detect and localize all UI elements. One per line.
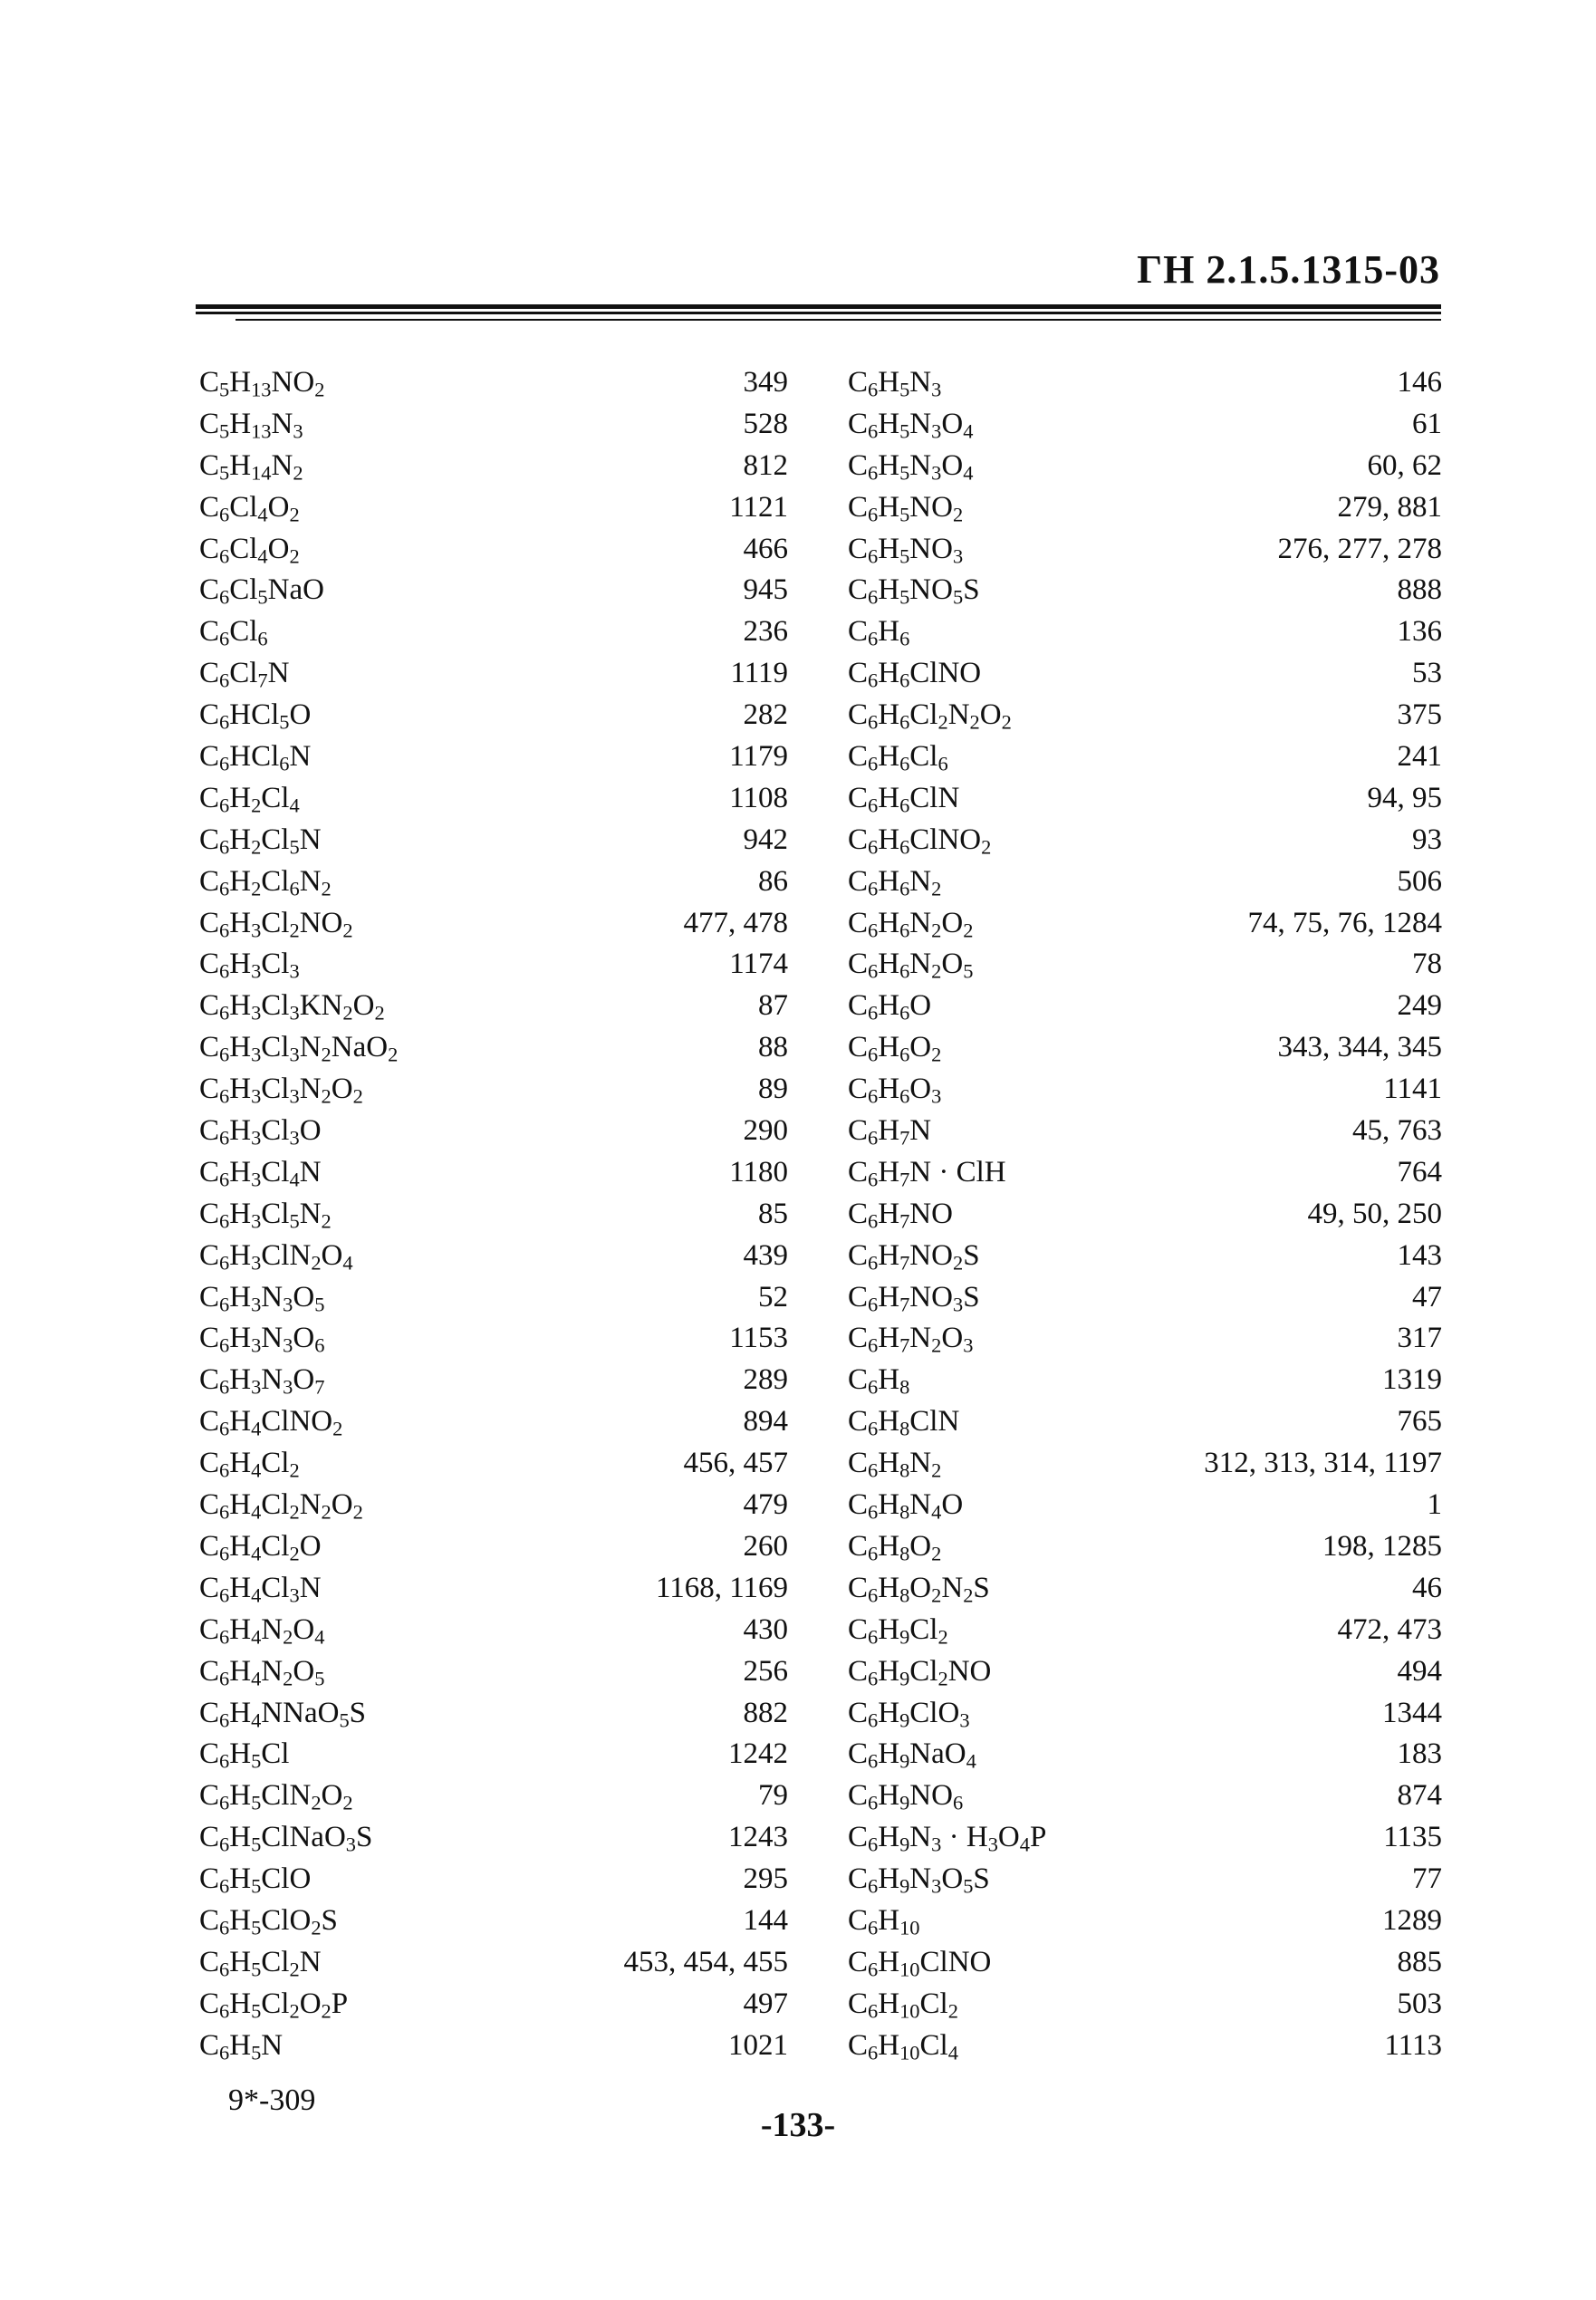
reference-numbers: 88: [758, 1031, 788, 1064]
reference-numbers: 497: [743, 1987, 788, 2020]
reference-numbers: 241: [1397, 740, 1442, 774]
chemical-formula: $C_6H_3N_3O_6$: [199, 1322, 325, 1358]
reference-numbers: 295: [743, 1862, 788, 1896]
chemical-formula: $C_6H_2Cl_5N$: [199, 823, 322, 859]
index-row: [848, 1194, 1442, 1236]
reference-numbers: 249: [1397, 989, 1442, 1023]
index-row: [199, 529, 788, 571]
chemical-formula: $C_6Cl_7N$: [199, 657, 290, 692]
index-row: [199, 1901, 788, 1942]
reference-numbers: 256: [743, 1654, 788, 1688]
reference-numbers: 479: [743, 1488, 788, 1522]
reference-numbers: 47: [1412, 1280, 1442, 1314]
reference-numbers: 198, 1285: [1322, 1529, 1442, 1563]
index-row: [199, 1526, 788, 1568]
index-row: [199, 611, 788, 653]
index-row: [199, 1610, 788, 1651]
chemical-formula: $C_6H_5ClNaO_3S$: [199, 1821, 373, 1856]
index-row: [199, 1485, 788, 1526]
index-row: [848, 653, 1442, 695]
chemical-formula: $C_6H_2Cl_4$: [199, 781, 300, 817]
chemical-formula: $C_6H_5Cl_2O_2P$: [199, 1987, 349, 2023]
index-row: [199, 820, 788, 861]
reference-numbers: 143: [1397, 1238, 1442, 1272]
chemical-formula: $C_6H_4Cl_2O$: [199, 1529, 322, 1565]
reference-numbers: 882: [743, 1696, 788, 1729]
index-row: [848, 1817, 1442, 1859]
chemical-formula: $C_6H_8O_2$: [848, 1529, 942, 1565]
reference-numbers: 61: [1412, 407, 1442, 440]
chemical-formula: $C_6H_8N_2$: [848, 1447, 942, 1482]
reference-numbers: 146: [1397, 366, 1442, 399]
header-rule: [196, 312, 1441, 314]
chemical-formula: $C_6H_5NO_3$: [848, 532, 964, 568]
index-row: [848, 2026, 1442, 2067]
chemical-formula: $C_6H_7NO_3S$: [848, 1280, 980, 1316]
reference-numbers: 1174: [729, 948, 788, 981]
index-row: [199, 861, 788, 903]
index-row: [199, 944, 788, 986]
chemical-formula: $C_6H_4Cl_3N$: [199, 1571, 322, 1607]
index-row: [199, 1651, 788, 1693]
reference-numbers: 1242: [728, 1737, 788, 1771]
reference-numbers: 1121: [729, 490, 788, 524]
index-row: [848, 986, 1442, 1027]
chemical-formula: $C_6H_6Cl_2N_2O_2$: [848, 698, 1012, 734]
index-row: [199, 1693, 788, 1735]
reference-numbers: 1168, 1169: [655, 1571, 788, 1604]
index-row: [848, 1152, 1442, 1194]
index-row: [848, 1610, 1442, 1651]
index-row: [199, 1443, 788, 1485]
reference-numbers: 894: [743, 1405, 788, 1439]
reference-numbers: 472, 473: [1337, 1612, 1442, 1646]
reference-numbers: 279, 881: [1337, 490, 1442, 524]
chemical-formula: $C_6H_4Cl_2N_2O_2$: [199, 1488, 363, 1524]
reference-numbers: 144: [743, 1903, 788, 1937]
chemical-formula: $C_6H_7N$ · ClH: [848, 1155, 1006, 1191]
chemical-formula: $C_6H_5N_3O_4$: [848, 448, 974, 485]
reference-numbers: 236: [743, 615, 788, 649]
index-row: [199, 1568, 788, 1610]
index-row: [199, 1111, 788, 1152]
index-row: [848, 487, 1442, 529]
chemical-formula: $C_6H_3Cl_5N_2$: [199, 1197, 332, 1233]
reference-numbers: 136: [1397, 615, 1442, 649]
reference-numbers: 349: [743, 366, 788, 399]
reference-numbers: 1153: [729, 1322, 788, 1355]
header-rule: [196, 304, 1441, 309]
index-row: [848, 1360, 1442, 1401]
chemical-formula: $C_6H_4ClNO_2$: [199, 1405, 343, 1440]
chemical-formula: $C_6H_6N_2O_2$: [848, 906, 974, 942]
chemical-formula: $C_6H_4NNaO_5S$: [199, 1696, 367, 1732]
chemical-formula: $C_6H_{10}ClNO$: [848, 1945, 992, 1981]
chemical-formula: $C_6H_3Cl_3N_2NaO_2$: [199, 1031, 399, 1066]
reference-numbers: 494: [1397, 1654, 1442, 1688]
reference-numbers: 439: [743, 1238, 788, 1272]
reference-numbers: 94, 95: [1367, 781, 1442, 814]
chemical-formula: $C_6H_{10}Cl_4$: [848, 2028, 958, 2064]
chemical-formula: $C_6Cl_5NaO$: [199, 573, 324, 610]
chemical-formula: $C_6H_9Cl_2$: [848, 1612, 948, 1649]
reference-numbers: 466: [743, 532, 788, 565]
chemical-formula: $C_6H_6O_3$: [848, 1073, 942, 1108]
chemical-formula: $C_6H_3Cl_3$: [199, 948, 300, 984]
index-row: [848, 1069, 1442, 1111]
chemical-formula: $C_5H_{14}N_2$: [199, 448, 303, 485]
reference-numbers: 1021: [728, 2028, 788, 2062]
reference-numbers: 343, 344, 345: [1277, 1031, 1442, 1064]
reference-numbers: 86: [758, 864, 788, 898]
index-row: [199, 487, 788, 529]
reference-numbers: 885: [1397, 1945, 1442, 1978]
reference-numbers: 183: [1397, 1737, 1442, 1771]
chemical-formula: $C_6HCl_6N$: [199, 740, 312, 775]
index-row: [848, 1651, 1442, 1693]
reference-numbers: 317: [1397, 1322, 1442, 1355]
chemical-formula: $C_6H_9N_3O_5S$: [848, 1862, 990, 1898]
index-row: [848, 903, 1442, 945]
index-row: [199, 1776, 788, 1817]
index-row: [848, 695, 1442, 736]
reference-numbers: 78: [1412, 948, 1442, 981]
index-row: [848, 1485, 1442, 1526]
reference-numbers: 1: [1427, 1488, 1442, 1522]
index-row: [848, 1734, 1442, 1776]
chemical-formula: $C_6H_5ClO$: [199, 1862, 312, 1898]
chemical-formula: $C_6H_8N_4O$: [848, 1488, 964, 1524]
index-row: [199, 903, 788, 945]
chemical-formula: $C_6H_8$: [848, 1363, 910, 1399]
chemical-formula: $C_5H_{13}N_3$: [199, 407, 303, 443]
index-row: [199, 1069, 788, 1111]
chemical-formula: $C_6H_7NO$: [848, 1197, 953, 1233]
chemical-formula: $C_6H_5N_3$: [848, 366, 942, 401]
chemical-formula: $C_6H_5N_3O_4$: [848, 407, 974, 443]
chemical-formula: $C_6H_9ClO_3$: [848, 1696, 970, 1732]
index-row: [848, 1859, 1442, 1901]
index-row: [199, 1734, 788, 1776]
index-row: [199, 695, 788, 736]
reference-numbers: 52: [758, 1280, 788, 1314]
reference-numbers: 89: [758, 1073, 788, 1106]
index-row: [848, 944, 1442, 986]
reference-numbers: 1289: [1382, 1903, 1442, 1937]
reference-numbers: 942: [743, 823, 788, 856]
index-row: [199, 404, 788, 446]
chemical-formula: $C_6H_9NaO_4$: [848, 1737, 976, 1773]
reference-numbers: 1344: [1382, 1696, 1442, 1729]
chemical-formula: $C_6H_5ClN_2O_2$: [199, 1779, 353, 1814]
chemical-formula: $C_6H_3Cl_4N$: [199, 1155, 322, 1191]
chemical-formula: $C_6H_9Cl_2NO$: [848, 1654, 992, 1690]
chemical-formula: $C_6Cl_6$: [199, 615, 268, 650]
index-row: [199, 1236, 788, 1277]
chemical-formula: $C_6Cl_4O_2$: [199, 532, 300, 568]
index-row: [199, 986, 788, 1027]
reference-numbers: 1243: [728, 1821, 788, 1854]
chemical-formula: $C_6H_3Cl_3N_2O_2$: [199, 1073, 363, 1108]
index-row: [848, 570, 1442, 611]
chemical-formula: $C_6H_6O_2$: [848, 1031, 942, 1066]
chemical-formula: $C_6H_6O$: [848, 989, 932, 1025]
right-column: [848, 362, 1442, 2067]
reference-numbers: 312, 313, 314, 1197: [1204, 1447, 1442, 1480]
index-row: [848, 820, 1442, 861]
index-row: [848, 611, 1442, 653]
index-row: [199, 446, 788, 487]
index-row: [199, 653, 788, 695]
chemical-formula: $C_6H_7NO_2S$: [848, 1238, 980, 1275]
chemical-formula: $C_6H_3Cl_3KN_2O_2$: [199, 989, 385, 1025]
reference-numbers: 1141: [1383, 1073, 1442, 1106]
index-row: [199, 1194, 788, 1236]
chemical-formula: $C_6H_6ClNO_2$: [848, 823, 992, 859]
reference-numbers: 506: [1397, 864, 1442, 898]
index-row: [848, 446, 1442, 487]
reference-numbers: 1180: [729, 1155, 788, 1188]
index-row: [848, 1942, 1442, 1984]
chemical-formula: $C_6H_6ClN$: [848, 781, 960, 817]
index-row: [199, 1942, 788, 1984]
reference-numbers: 1179: [729, 740, 788, 774]
reference-numbers: 528: [743, 407, 788, 440]
index-row: [848, 778, 1442, 820]
header-rule: [236, 319, 1441, 321]
left-column: [199, 362, 788, 2067]
index-row: [199, 1984, 788, 2026]
chemical-formula: $C_6Cl_4O_2$: [199, 490, 300, 526]
chemical-formula: $C_6H_4Cl_2$: [199, 1447, 300, 1482]
chemical-formula: $C_6H_7N$: [848, 1114, 932, 1150]
index-row: [848, 736, 1442, 778]
index-row: [199, 2026, 788, 2067]
reference-numbers: 53: [1412, 657, 1442, 690]
reference-numbers: 93: [1412, 823, 1442, 856]
index-row: [848, 1027, 1442, 1069]
reference-numbers: 1108: [729, 781, 788, 814]
index-row: [848, 1776, 1442, 1817]
index-row: [199, 778, 788, 820]
chemical-formula: $C_6H_5ClO_2S$: [199, 1903, 338, 1939]
reference-numbers: 1119: [730, 657, 788, 690]
index-row: [848, 1277, 1442, 1319]
chemical-formula: $C_6H_4N_2O_5$: [199, 1654, 325, 1690]
document-header: ГН 2.1.5.1315-03: [1137, 247, 1440, 292]
index-row: [848, 1401, 1442, 1443]
reference-numbers: 1135: [1383, 1821, 1442, 1854]
chemical-formula: $C_6H_6N_2O_5$: [848, 948, 974, 984]
chemical-formula: $C_6H_{10}$: [848, 1903, 920, 1939]
reference-numbers: 888: [1397, 573, 1442, 607]
chemical-formula: $C_6H_6$: [848, 615, 910, 650]
reference-numbers: 477, 478: [683, 906, 788, 939]
reference-numbers: 375: [1397, 698, 1442, 732]
reference-numbers: 503: [1397, 1987, 1442, 2020]
page-number: -133-: [760, 2106, 836, 2144]
reference-numbers: 85: [758, 1197, 788, 1230]
chemical-formula: $C_6H_5Cl_2N$: [199, 1945, 322, 1981]
reference-numbers: 1113: [1384, 2028, 1442, 2062]
index-row: [199, 1401, 788, 1443]
chemical-formula: $C_6H_8O_2N_2S$: [848, 1571, 990, 1607]
chemical-formula: $C_6H_3Cl_2NO_2$: [199, 906, 353, 942]
index-row: [848, 1901, 1442, 1942]
reference-numbers: 49, 50, 250: [1307, 1197, 1442, 1230]
chemical-formula: $C_5H_{13}NO_2$: [199, 366, 325, 401]
reference-numbers: 453, 454, 455: [623, 1945, 788, 1978]
index-row: [848, 1568, 1442, 1610]
reference-numbers: 74, 75, 76, 1284: [1247, 906, 1442, 939]
reference-numbers: 430: [743, 1612, 788, 1646]
index-row: [848, 1693, 1442, 1735]
chemical-formula: $C_6H_6ClNO$: [848, 657, 982, 692]
chemical-formula: $C_6H_4N_2O_4$: [199, 1612, 325, 1649]
chemical-formula: $C_6H_6Cl_6$: [848, 740, 948, 775]
index-row: [848, 1984, 1442, 2026]
reference-numbers: 874: [1397, 1779, 1442, 1813]
footer-signature: 9*-309: [228, 2083, 316, 2117]
chemical-formula: $C_6H_5Cl$: [199, 1737, 290, 1773]
reference-numbers: 1319: [1382, 1363, 1442, 1397]
reference-numbers: 945: [743, 573, 788, 607]
chemical-formula: $C_6H_2Cl_6N_2$: [199, 864, 332, 900]
chemical-formula: $C_6H_3ClN_2O_4$: [199, 1238, 353, 1275]
chemical-formula: $C_6H_6N_2$: [848, 864, 942, 900]
reference-numbers: 765: [1397, 1405, 1442, 1439]
chemical-formula: $C_6H_5NO_5S$: [848, 573, 980, 610]
reference-numbers: 77: [1412, 1862, 1442, 1896]
reference-numbers: 87: [758, 989, 788, 1023]
index-row: [848, 362, 1442, 404]
reference-numbers: 276, 277, 278: [1277, 532, 1442, 565]
index-row: [848, 1236, 1442, 1277]
index-row: [199, 1360, 788, 1401]
index-row: [199, 362, 788, 404]
reference-numbers: 260: [743, 1529, 788, 1563]
chemical-formula: $C_6H_5NO_2$: [848, 490, 964, 526]
index-row: [199, 1859, 788, 1901]
reference-numbers: 60, 62: [1367, 448, 1442, 482]
chemical-formula: $C_6H_3N_3O_5$: [199, 1280, 325, 1316]
index-row: [199, 1027, 788, 1069]
index-row: [848, 404, 1442, 446]
index-row: [199, 1152, 788, 1194]
chemical-formula: $C_6H_8ClN$: [848, 1405, 960, 1440]
chemical-formula: $C_6H_3Cl_3O$: [199, 1114, 322, 1150]
reference-numbers: 45, 763: [1352, 1114, 1442, 1148]
chemical-formula: $C_6H_9NO_6$: [848, 1779, 964, 1814]
index-row: [199, 570, 788, 611]
index-row: [848, 529, 1442, 571]
index-row: [848, 1526, 1442, 1568]
reference-numbers: 764: [1397, 1155, 1442, 1188]
index-row: [199, 1277, 788, 1319]
chemical-formula: $C_6H_3N_3O_7$: [199, 1363, 325, 1399]
reference-numbers: 290: [743, 1114, 788, 1148]
chemical-formula: $C_6H_5N$: [199, 2028, 284, 2064]
reference-numbers: 282: [743, 698, 788, 732]
index-row: [199, 736, 788, 778]
reference-numbers: 79: [758, 1779, 788, 1813]
reference-numbers: 46: [1412, 1571, 1442, 1604]
reference-numbers: 289: [743, 1363, 788, 1397]
reference-numbers: 812: [743, 448, 788, 482]
index-row: [848, 1443, 1442, 1485]
index-row: [848, 861, 1442, 903]
index-row: [199, 1817, 788, 1859]
reference-numbers: 456, 457: [683, 1447, 788, 1480]
chemical-formula: $C_6H_{10}Cl_2$: [848, 1987, 958, 2023]
index-row: [848, 1318, 1442, 1360]
index-row: [199, 1318, 788, 1360]
chemical-formula: $C_6HCl_5O$: [199, 698, 312, 734]
chemical-formula: $C_6H_7N_2O_3$: [848, 1322, 974, 1358]
chemical-formula: $C_6H_9N_3 \cdot H_3O_4P$: [848, 1821, 1047, 1856]
index-row: [848, 1111, 1442, 1152]
